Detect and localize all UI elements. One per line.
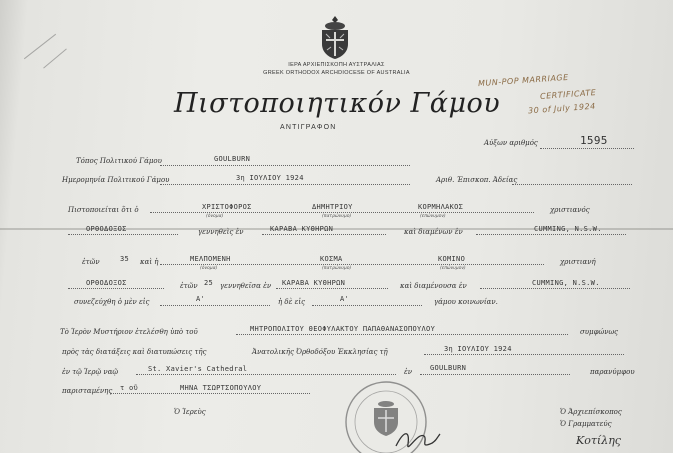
certify-label: Πιστοποιείται ὅτι ὁ	[68, 206, 139, 214]
christian-female-label: χριστιανή	[560, 258, 596, 266]
civil-date-value: 3η ΙΟΥΛΙΟΥ 1924	[236, 174, 304, 182]
dotted-line	[476, 234, 626, 235]
dotted-line	[420, 374, 570, 375]
sponsor-article: τ οῦ	[120, 384, 139, 392]
field-caption: (επώνυμον)	[440, 266, 466, 271]
born-in-female-label: γεννηθεῖσα ἐν	[220, 282, 272, 290]
church-rite-name: Ἀνατολικῆς Ὀρθοδόξου Ἐκκλησίας τῇ	[252, 348, 388, 356]
archbishop-label: Ὁ Ἀρχιεπίσκοπος	[560, 408, 622, 416]
groom-first-name: ΧΡΙΣΤΟΦΟΡΟΣ	[202, 203, 252, 211]
archdiocese-name-english: GREEK ORTHODOX ARCHDIOCESE OF AUSTRALIA	[263, 70, 410, 76]
ceremony-line-3-mid: ἐν	[404, 368, 413, 376]
age-label: ἐτῶν	[180, 282, 198, 290]
ceremony-line-1-prefix: Τὸ Ἱερὸν Μυστήριον ἐτελέσθη ὑπὸ τοῦ	[60, 328, 198, 336]
chancellor-label: Ὁ Γραμματεύς	[560, 420, 612, 428]
ceremony-city: GOULBURN	[430, 364, 467, 372]
groom-age: 35	[120, 255, 130, 263]
groom-residence: CUMMING, N.S.W.	[534, 225, 602, 233]
field-caption: (επώνυμον)	[420, 214, 446, 219]
bride-father-name: ΚΟΣΜΑ	[320, 255, 343, 263]
bride-marriage-order: Α'	[340, 295, 350, 303]
dotted-line	[160, 165, 410, 166]
ceremony-line-2-prefix: πρὸς τὰς διατάξεις καὶ διατυπώσεις τῆς	[62, 348, 207, 356]
bride-birthplace: ΚΑΡΑΒΑ ΚΥΘΗΡΩΝ	[282, 279, 346, 287]
dotted-line	[512, 184, 632, 185]
dotted-line	[276, 288, 388, 289]
field-caption: (πατρώνυμο)	[322, 214, 352, 219]
copy-label: ΑΝΤΙΓΡΑΦΟΝ	[280, 124, 337, 131]
ceremony-line-3-prefix: ἐν τῷ Ἱερῷ ναῷ	[62, 368, 119, 376]
groom-father-name: ΔΗΜΗΤΡΙΟΥ	[312, 203, 353, 211]
civil-date-label: Ημερομηνία Πολιτικού Γάμου	[62, 176, 170, 184]
resides-in-label: καὶ διαμένων ἐν	[404, 228, 463, 236]
serial-number-label: Αύξων αριθμός	[484, 139, 538, 147]
priest-signature-label: Ὁ Ἱερεὺς	[174, 408, 206, 416]
dotted-line	[160, 264, 544, 265]
handwritten-note-line-1: MUN-POP MARRIAGE	[477, 72, 569, 89]
ceremony-line-3-suffix: παρανύμφου	[590, 368, 635, 376]
groom-marriage-order: Α'	[196, 295, 206, 303]
field-caption: (όνομα)	[206, 214, 224, 219]
field-caption: (πατρώνυμο)	[322, 266, 352, 271]
archdiocese-name-greek: ΙΕΡΑ ΑΡΧΙΕΠΙΣΚΟΠΗ ΑΥΣΤΡΑΛΙΑΣ	[288, 62, 385, 68]
resides-in-female-label: καὶ διαμένουσα ἐν	[400, 282, 467, 290]
union-prefix: συνεζεύχθη ὁ μὲν εἰς	[74, 298, 150, 306]
christian-label: χριστιανός	[550, 206, 590, 214]
age-label: ἐτῶν	[82, 258, 100, 266]
permit-number-label: Αριθ. Έπισκοπ. Άδείας	[436, 176, 518, 184]
union-mid: ἡ δὲ εἰς	[278, 298, 306, 306]
dotted-line	[262, 234, 386, 235]
dotted-line	[540, 148, 634, 149]
and-label: καὶ ἡ	[140, 258, 159, 266]
scratch-mark	[24, 34, 56, 59]
signature-flourish-icon	[392, 426, 442, 453]
union-suffix: γάμου κοινωνίαν.	[434, 298, 498, 306]
sponsor-name: ΜΗΝΑ ΤΣΩΡΤΣΟΠΟΥΛΟΥ	[180, 384, 262, 392]
field-caption: (όνομα)	[200, 266, 218, 271]
dotted-line	[150, 212, 534, 213]
bride-age: 25	[204, 279, 214, 287]
archbishop-signature: Κοτίλης	[576, 434, 621, 447]
bride-residence: CUMMING, N.S.W.	[532, 279, 600, 287]
bride-faith: ΟΡΘΟΔΟΞΟΣ	[86, 279, 127, 287]
dotted-line	[480, 288, 630, 289]
dotted-line	[68, 288, 164, 289]
bride-surname: ΚΟΜΙΝΟ	[438, 255, 466, 263]
handwritten-note-line-3: 30 of July 1924	[527, 101, 596, 116]
handwritten-note-line-2: CERTIFICATE	[539, 88, 597, 101]
groom-birthplace: ΚΑΡΑΒΑ ΚΥΘΗΡΩΝ	[270, 225, 334, 233]
born-in-label: γεννηθεὶς ἐν	[198, 228, 244, 236]
ceremony-line-4-prefix: παρισταμένης	[62, 387, 113, 395]
serial-number-value: 1595	[580, 134, 608, 147]
church-name: St. Xavier's Cathedral	[148, 365, 248, 373]
bride-first-name: ΜΕΛΠΟΜΕΝΗ	[190, 255, 231, 263]
certificate-title: Πιστοποιητικόν Γάμου	[174, 88, 501, 119]
ceremony-date: 3η ΙΟΥΛΙΟΥ 1924	[444, 345, 512, 353]
dotted-line	[160, 184, 410, 185]
officiating-priest: ΜΗΤΡΟΠΟΛΙΤΟΥ ΘΕΟΦΥΛΑΚΤΟΥ ΠΑΠΑΘΑΝΑΣΟΠΟΥΛΟΥ	[250, 325, 436, 333]
groom-surname: ΚΟΡΜΗΛΑΚΟΣ	[418, 203, 464, 211]
civil-place-value: GOULBURN	[214, 155, 251, 163]
civil-place-label: Τόπος Πολιτικού Γάμου	[76, 157, 162, 165]
dotted-line	[424, 354, 624, 355]
dotted-line	[160, 305, 270, 306]
dotted-line	[236, 334, 568, 335]
archdiocese-crest-icon	[318, 14, 352, 60]
dotted-line	[110, 393, 310, 394]
dotted-line	[68, 234, 178, 235]
dotted-line	[312, 305, 422, 306]
ceremony-line-1-suffix: συμφώνως	[580, 328, 619, 336]
groom-faith: ΟΡΘΟΔΟΞΟΣ	[86, 225, 127, 233]
